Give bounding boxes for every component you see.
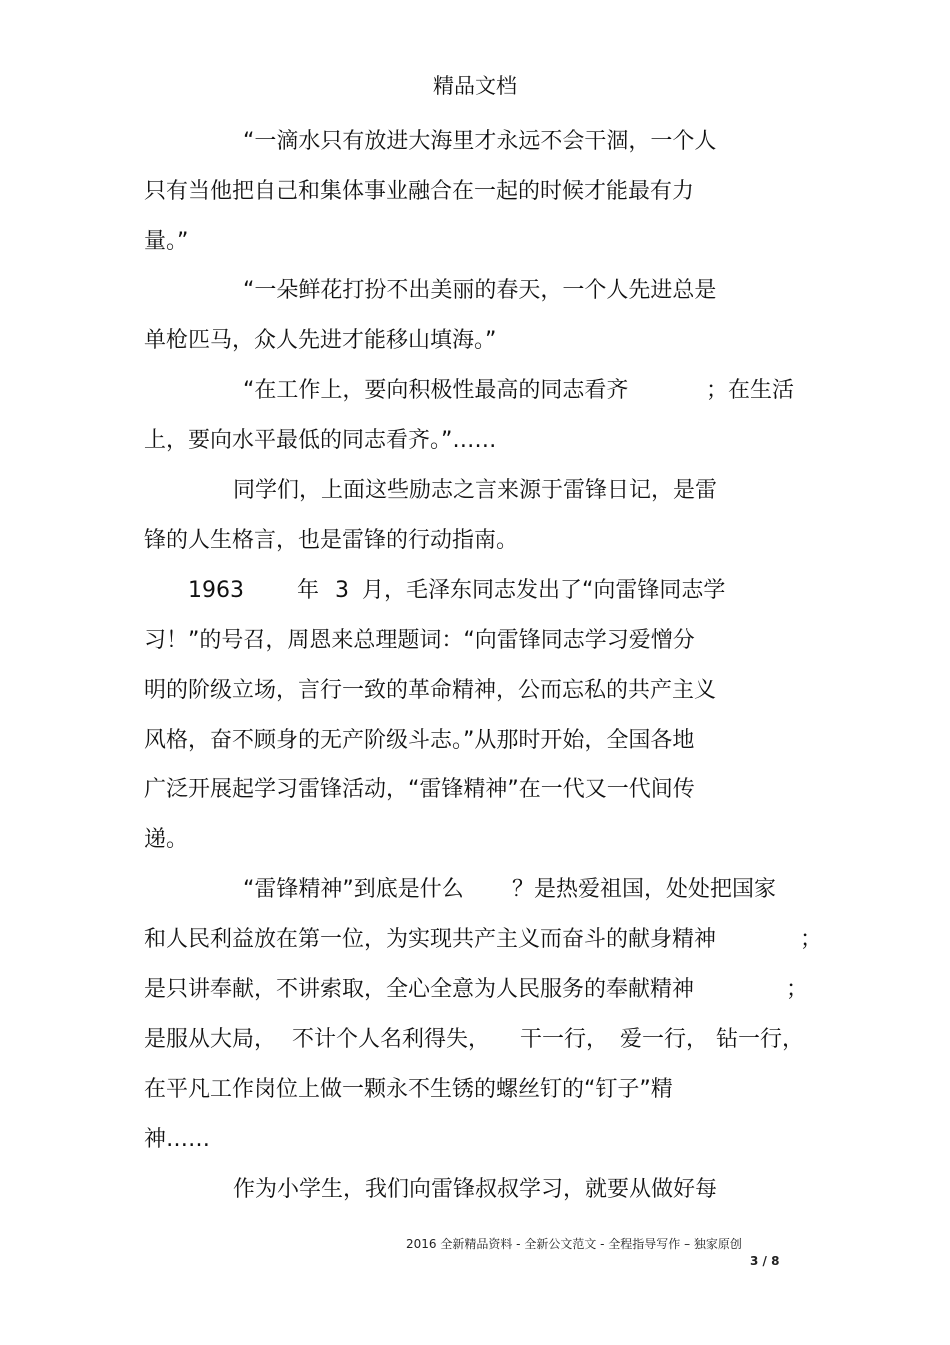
text-line: 作为小学生，我们向雷锋叔叔学习，就要从做好每 <box>233 1177 718 1202</box>
text-line: “雷锋精神”到底是什么 <box>243 877 464 902</box>
text-line: 上，要向水平最低的同志看齐。”…… <box>144 428 497 453</box>
text-line: 量。” <box>144 229 189 254</box>
year-text: 1963 <box>188 578 244 603</box>
text-line: 锋的人生格言，也是雷锋的行动指南。 <box>144 528 519 553</box>
text-line: 神…… <box>144 1127 211 1152</box>
text-line: 递。 <box>144 827 189 852</box>
text-line: 是服从大局， <box>144 1027 277 1052</box>
text-line: 广泛开展起学习雷锋活动，“雷锋精神”在一代又一代间传 <box>144 777 695 802</box>
text-line: “一滴水只有放进大海里才永远不会干涸，一个人 <box>243 129 717 154</box>
text-line: 同学们，上面这些励志之言来源于雷锋日记，是雷 <box>233 478 718 503</box>
text-line: 是只讲奉献，不讲索取，全心全意为人民服务的奉献精神 <box>144 977 695 1002</box>
text-line: 在平凡工作岗位上做一颗永不生锈的螺丝钉的“钉子”精 <box>144 1077 673 1102</box>
text-line: 爱一行， <box>620 1027 709 1052</box>
text-line: 钻一行， <box>716 1027 805 1052</box>
header-title: 精品文档 <box>433 74 517 98</box>
text-line: 只有当他把自己和集体事业融合在一起的时候才能最有力 <box>144 179 695 204</box>
text-line: ？是热爱祖国，处处把国家 <box>512 877 777 902</box>
text-line: 不计个人名利得失， <box>292 1027 491 1052</box>
page-number: 3 / 8 <box>750 1254 780 1268</box>
text-line: 年 <box>297 578 320 603</box>
text-line: 风格，奋不顾身的无产阶级斗志。”从那时开始，全国各地 <box>144 728 695 753</box>
text-line: 单枪匹马，众人先进才能移山填海。” <box>144 328 497 353</box>
text-line: ； <box>800 927 823 952</box>
text-line: 明的阶级立场，言行一致的革命精神，公而忘私的共产主义 <box>144 678 717 703</box>
text-line: “一朵鲜花打扮不出美丽的春天，一个人先进总是 <box>243 278 717 303</box>
text-line: ； <box>786 977 809 1002</box>
text-line: “在工作上，要向积极性最高的同志看齐 <box>243 378 629 403</box>
text-line: ；在生活 <box>706 378 795 403</box>
text-line: 干一行， <box>520 1027 609 1052</box>
text-line: 和人民利益放在第一位，为实现共产主义而奋斗的献身精神 <box>144 927 717 952</box>
footer-text: 2016 全新精品资料 - 全新公文范文 - 全程指导写作 – 独家原创 <box>406 1237 742 1251</box>
text-line: 月，毛泽东同志发出了“向雷锋同志学 <box>362 578 726 603</box>
text-line: 习！”的号召，周恩来总理题词：“向雷锋同志学习爱憎分 <box>144 628 695 653</box>
month-text: 3 <box>335 578 349 603</box>
